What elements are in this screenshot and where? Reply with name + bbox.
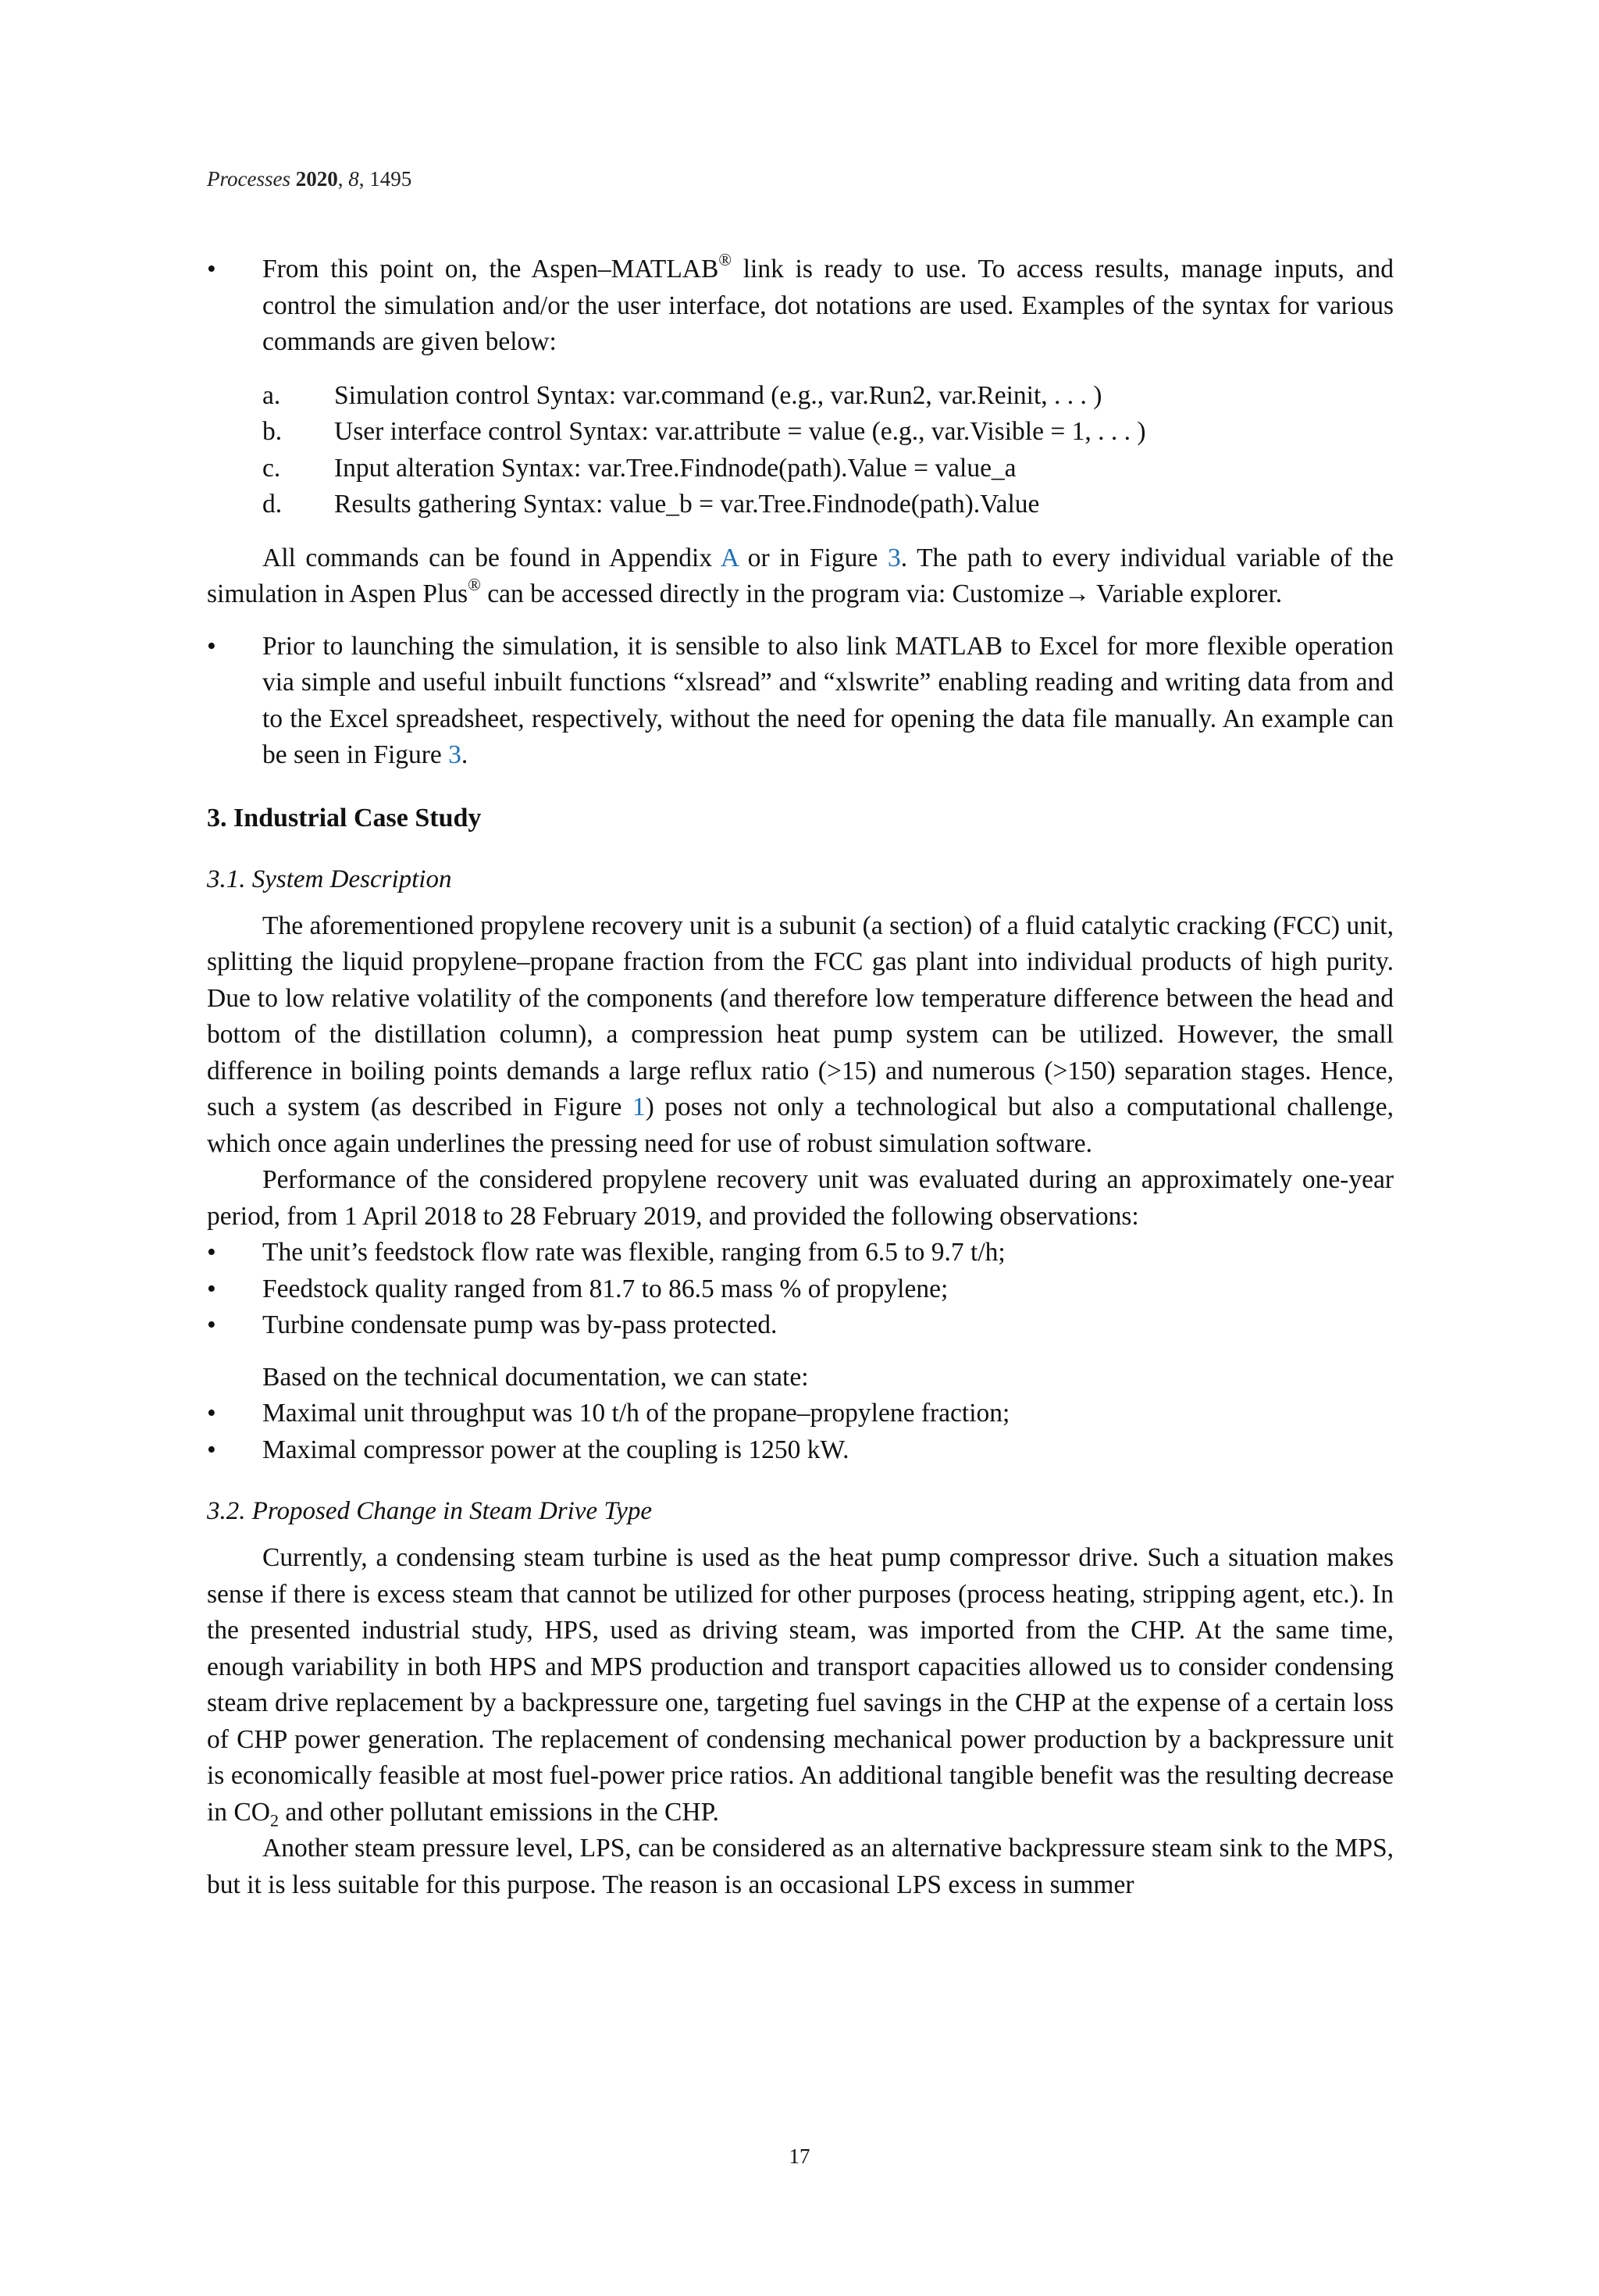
enum-item: c. Input alteration Syntax: var.Tree.Findnode(path).Value = value_a [262,453,1017,483]
section-heading: 3. Industrial Case Study [207,803,482,832]
list-item: • Turbine condensate pump was by-pass protected. [207,1307,1394,1344]
article-number: 1495 [369,167,412,191]
enum-item: a. Simulation control Syntax: var.command (e.g., var.Run2, var.Reinit, . . . ) [262,380,1102,410]
bullet-dot: • [207,1238,216,1267]
journal-year: 2020 [295,167,338,191]
enum-item: b. User interface control Syntax: var.attribute = value (e.g., var.Visible = 1, . . . ) [262,417,1146,446]
paragraph-lps: Another steam pressure level, LPS, can be considered as an alternative backpressure steam sink to the MPS, but it is less suitable for this purpose. The reason is an occasional LPS excess in summer [207,1834,1394,1899]
list-item: • Maximal unit throughput was 10 t/h of the propane–propylene fraction; [207,1396,1394,1432]
list-item: • Feedstock quality ranged from 81.7 to 86.5 mass % of propylene; [207,1271,1394,1308]
paragraph-commands: All commands can be found in Appendix A or in Figure 3. The path to every individual variable of the simulation in Aspen Plus® can be accessed directly in the program via: Customize→ Variable explorer. [207,543,1394,608]
subsection-heading: 3.1. System Description [207,865,452,893]
running-header: Processes 2020, 8, 1495 [207,167,412,191]
enum-item: d. Results gathering Syntax: value_b = var.Tree.Findnode(path).Value [262,490,1040,519]
figure-3-link[interactable]: 3 [448,740,461,769]
bullet-dot: • [207,255,216,283]
page-number: 17 [789,2144,810,2168]
bullet-dot: • [207,1310,216,1339]
facts-list [207,1396,1394,1468]
paragraph-performance: Performance of the considered propylene recovery unit was evaluated during an approximately one-year period, from 1 April 2018 to 28 February 2019, and provided the following observations: [207,1165,1394,1231]
bullet-dot: • [207,1435,216,1464]
bullet-dot: • [207,631,216,661]
bullet-aspen-link: • From this point on, the Aspen–MATLAB® link is ready to use. To access results, manage inputs, and control the simulation and/or the user interface, dot notations are used. Examples of the syntax for various commands are given below: [207,249,1394,356]
observation-list [207,1235,1394,1344]
journal-volume: 8 [348,167,359,191]
paragraph-documentation: Based on the technical documentation, we can state: [262,1362,809,1392]
figure-3-link[interactable]: 3 [887,543,901,572]
page-body [207,251,1394,1903]
appendix-a-link[interactable]: A [720,543,739,572]
paragraph-steam-drive: Currently, a condensing steam turbine is used as the heat pump compressor drive. Such a situation makes sense if there is excess steam that cannot be utilized for other purposes (process heating, stripping agent, etc.). In the presented industrial study, HPS, used as driving steam, was imported from the CHP. At the same time, enough variability in both HPS and MPS production and transport capacities allowed us to consider condensing steam drive replacement by a backpressure one, targeting fuel savings in the CHP at the expense of a certain loss of CHP power generation. The replacement of condensing mechanical power production by a backpressure unit is economically feasible at most fuel-power price ratios. An additional tangible benefit was the resulting decrease in $CO_2$ and other pollutant emissions in the CHP. [207,1543,1394,1831]
paragraph-system-description: The aforementioned propylene recovery unit is a subunit (a section) of a fluid catalytic cracking (FCC) unit, splitting the liquid propylene–propane fraction from the FCC gas plant into individual products of high purity. Due to low relative volatility of the components (and therefore low temperature difference between the head and bottom of the distillation column), a compression heat pump system can be utilized. However, the small difference in boiling points demands a large reflux ratio (>15) and numerous (>150) separation stages. Hence, such a system (as described in Figure 1) poses not only a technological but also a computational challenge, which once again underlines the pressing need for use of robust simulation software. [207,911,1394,1158]
bullet-dot: • [207,1274,216,1303]
list-item: • Maximal compressor power at the coupling is 1250 kW. [207,1432,1394,1469]
bullet-dot: • [207,1399,216,1428]
subsection-heading: 3.2. Proposed Change in Steam Drive Type [207,1497,653,1525]
bullet-excel-link: • Prior to launching the simulation, it is sensible to also link MATLAB to Excel for more flexible operation via simple and useful inbuilt functions “xlsread” and “xlswrite” enabling reading and writing data from and to the Excel spreadsheet, respectively, without the need for opening the data file manually. An example can be seen in Figure 3. [207,629,1394,774]
journal-name: Processes [207,167,290,191]
syntax-enumeration [207,378,1394,523]
figure-1-link[interactable]: 1 [632,1093,646,1121]
list-item: • The unit’s feedstock flow rate was flexible, ranging from 6.5 to 9.7 t/h; [207,1235,1394,1271]
